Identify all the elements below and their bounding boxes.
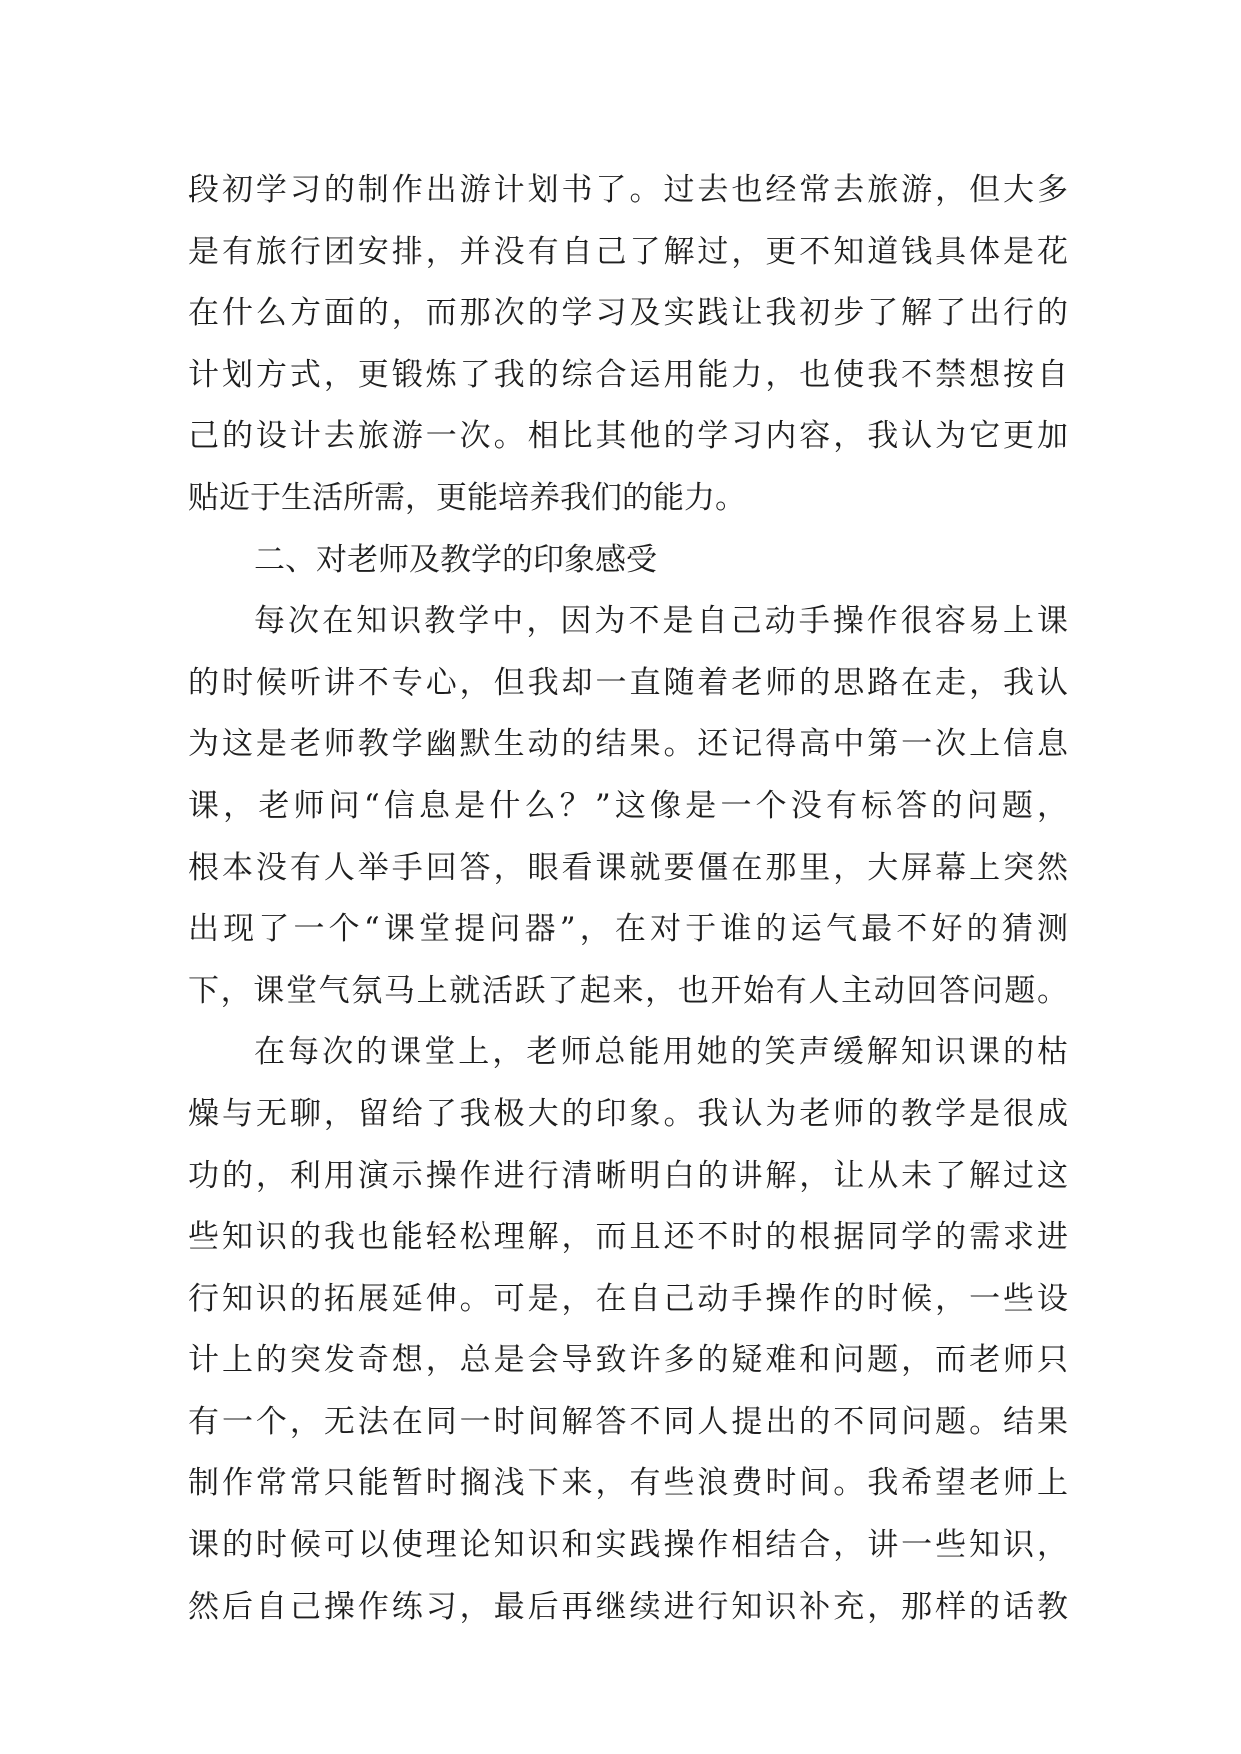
text-line: 课的时候可以使理论知识和实践操作相结合，讲一些知识， (188, 1527, 1068, 1564)
text-line: 己的设计去旅游一次。相比其他的学习内容，我认为它更加 (188, 418, 1068, 455)
text-line: 为这是老师教学幽默生动的结果。还记得高中第一次上信息 (188, 726, 1068, 763)
text-line: 些知识的我也能轻松理解，而且还不时的根据同学的需求进 (188, 1219, 1068, 1256)
text-line: 的时候听讲不专心，但我却一直随着老师的思路在走，我认 (188, 664, 1068, 701)
text-line: 燥与无聊，留给了我极大的印象。我认为老师的教学是很成 (188, 1095, 1068, 1132)
text-line: 贴近于生活所需，更能培养我们的能力。 (188, 479, 746, 516)
section-heading: 二、对老师及教学的印象感受 (254, 541, 657, 578)
text-line: 出现了一个“课堂提问器”，在对于谁的运气最不好的猜测 (188, 911, 1068, 948)
text-line: 计划方式，更锻炼了我的综合运用能力，也使我不禁想按自 (188, 356, 1068, 393)
text-line: 在每次的课堂上，老师总能用她的笑声缓解知识课的枯 (254, 1034, 1068, 1071)
text-line: 行知识的拓展延伸。可是，在自己动手操作的时候，一些设 (188, 1280, 1068, 1317)
text-line: 根本没有人举手回答，眼看课就要僵在那里，大屏幕上突然 (188, 849, 1068, 886)
text-line: 每次在知识教学中，因为不是自己动手操作很容易上课 (254, 603, 1068, 640)
body-text (188, 160, 1068, 1638)
text-line: 下，课堂气氛马上就活跃了起来，也开始有人主动回答问题。 (188, 972, 1068, 1009)
text-line: 课，老师问“信息是什么？”这像是一个没有标答的问题， (188, 787, 1068, 824)
text-line: 有一个，无法在同一时间解答不同人提出的不同问题。结果 (188, 1403, 1068, 1440)
text-line: 在什么方面的，而那次的学习及实践让我初步了解了出行的 (188, 295, 1068, 332)
text-line: 是有旅行团安排，并没有自己了解过，更不知道钱具体是花 (188, 233, 1068, 270)
text-line: 计上的突发奇想，总是会导致许多的疑难和问题，而老师只 (188, 1342, 1068, 1379)
text-line: 然后自己操作练习，最后再继续进行知识补充，那样的话教 (188, 1588, 1068, 1625)
text-line: 功的，利用演示操作进行清晰明白的讲解，让从未了解过这 (188, 1157, 1068, 1194)
text-line: 段初学习的制作出游计划书了。过去也经常去旅游，但大多 (188, 172, 1068, 208)
text-line: 制作常常只能暂时搁浅下来，有些浪费时间。我希望老师上 (188, 1465, 1068, 1502)
